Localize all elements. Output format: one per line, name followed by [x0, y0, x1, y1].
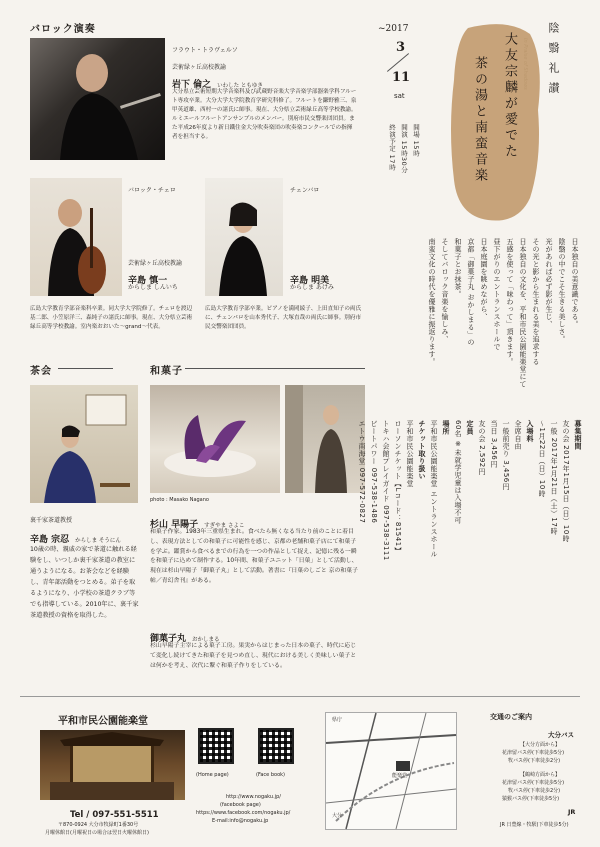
intro-line: 五感を使って「味わって」頂きます。	[506, 238, 514, 366]
wagashi-heading: 和菓子	[150, 366, 183, 377]
jr-station: JR 日豊線・牧駅(下車徒歩5分)	[500, 822, 569, 828]
info-line: エトウ南海堂 097-572-0827	[358, 420, 366, 524]
info-line: 全席自由	[514, 420, 522, 450]
time-open: 開場 15時	[412, 124, 420, 157]
info-line: 〜1月22日（日）10時	[538, 420, 546, 498]
info-line: 平和市民公園能楽堂	[406, 420, 414, 488]
bus-stop: 花津留バス停(下車徒歩5分)	[502, 780, 565, 786]
tea-master-photo	[30, 385, 138, 503]
flute-player-bio: 大分県立芸術短期大学音楽科及び武蔵野音楽大学音楽学部器楽学科フルート専攻卒業。大分大学大学院教育学研究科修了。フルートを鎌野雅三、泉甲英道雄、西村一の諸氏に師事。現在、大分県立芸術緑丘高等学校教諭。ルミエールフルートアンサンブルのメンバー。別府市民交響楽団団員。また平成26年度より新日鐵住金大分吹奏楽団の吹奏楽コンクールでの指揮者を担当する。	[172, 89, 357, 140]
info-line: 友の会 2017年1月15日（日）10時	[562, 420, 570, 543]
cello-player-figure	[30, 178, 122, 296]
harpsichord-player-bio: 広島大学教育学部卒業。ピアノを満岡綾子、上田直知子の両氏に、チェンバロを山本秀代子、大塚直哉の両氏に師事。別府市民交響楽団団員。	[205, 306, 362, 330]
facebook-label: (facebook page)	[220, 802, 261, 808]
facebook-qr-caption: (Face book)	[256, 772, 285, 778]
facebook-url[interactable]: https://www.facebook.com/nogaku.jp/	[196, 810, 291, 816]
intro-line: 和菓子とお抹茶。	[454, 238, 462, 298]
intro-line: その光と影から生まれる美を追求する	[532, 238, 540, 366]
series-title: 陰翳礼讃	[547, 22, 560, 102]
tea-master-figure	[30, 385, 138, 503]
intro-text	[380, 238, 580, 388]
event-title-line2: 茶の湯と南蛮音楽	[472, 56, 487, 184]
intro-line: 日本独自の美意識である。	[571, 238, 579, 328]
venue-photo	[40, 730, 185, 800]
wagashi-maker-name: 杉山 早陽子	[150, 520, 199, 530]
venue-tel: Tel / 097-551-5511	[70, 810, 159, 820]
info-line: トキハ会館プレイガイド 097-538-3111	[382, 420, 390, 561]
bus-route-heading: 【大分方面から】	[520, 742, 561, 748]
bus-stop: 猿猴バス停(下車徒歩5分)	[502, 796, 560, 802]
noh-stage-figure	[40, 730, 185, 800]
title-ink-shape	[448, 20, 544, 225]
venue-address: 〒870-0924 大分市牧緑町1番30号	[58, 822, 139, 828]
homepage-url[interactable]: http://www.nogaku.jp/	[226, 794, 281, 800]
bus-stop: 牧バス停(下車徒歩2分)	[508, 788, 561, 794]
intro-line: 日本独自の文化を、平和市民公園能楽堂にて	[519, 238, 527, 388]
flute-player-photo	[30, 38, 165, 160]
event-info	[358, 420, 583, 648]
event-dow: sat	[394, 92, 405, 100]
info-line: 当日 3,456円	[490, 420, 498, 468]
info-line: 友の会 2,592円	[478, 420, 486, 476]
wagashi-photo	[150, 385, 280, 493]
cello-player-name: 辛島 慎一	[128, 276, 168, 286]
tea-master-name: 辛島 宗忍	[30, 535, 70, 545]
flute-player-kana: いわした ともゆき	[217, 83, 263, 89]
intro-line: 南蛮文化の時代を優雅に振返ります。	[428, 238, 436, 366]
wagashi-photo-credit: photo : Masako Nagano	[150, 497, 209, 503]
info-line: 場所	[442, 420, 450, 435]
cello-player-school: 芸術緑ヶ丘高校教諭	[128, 260, 183, 267]
wagashi-sweet-figure	[150, 385, 280, 493]
harpsichord-player-photo	[205, 178, 283, 296]
map-venue-label: 能楽堂	[392, 773, 408, 779]
wagashi-shop-kana: おかしまる	[192, 637, 220, 643]
info-line: 入場料	[526, 420, 534, 443]
email-address[interactable]: E-mail:info@nogaku.jp	[212, 818, 269, 824]
wagashi-maker-photo	[285, 385, 365, 493]
baroque-heading: バロック演奏	[30, 24, 96, 35]
wagashi-shop-name: 御菓子丸	[150, 634, 187, 644]
event-day: 11	[392, 70, 411, 85]
flute-player-name: 岩下 倫之	[172, 80, 212, 90]
info-line: チケット取り扱い	[418, 420, 426, 480]
map-roads	[326, 713, 456, 829]
intro-line: 光があれば必ず影が生じ、	[545, 238, 553, 328]
cello-player-bio: 広島大学教育学部音楽科卒業。同大学大学院修了。チェロを渡辺基二郎、小笠原洋三、森純子の諸氏に師事。現在、大分県立芸術緑丘高等学校教諭。室内楽おおいた〜grand〜代表。	[30, 306, 193, 330]
footer-divider	[20, 696, 580, 697]
time-start: 開演 15時30分	[400, 124, 408, 174]
flute-label: フラウト・トラヴェルソ	[172, 47, 238, 54]
tea-master-kana: からしま そうにん	[75, 538, 121, 544]
wagashi-maker-kana: すぎやま さよこ	[204, 523, 245, 529]
tea-heading: 茶会	[30, 366, 52, 377]
intro-line: 日本庭園を眺めながら、	[480, 238, 488, 321]
cello-player-kana: からしま しんいち	[128, 284, 178, 291]
event-title-line1: 大友宗麟が愛でた	[502, 32, 517, 160]
tea-master-bio: 10歳の時、親戚の家で茶道に触れる経験をし、いつしか裏千家茶道の教室に通うようになる。お茶会などを経験し、青年部活動をつとめる。弟子を取るようになり、小学校の茶道クラブ等でも指導している。2010年に、裏千家茶道教授の資格を取得した。	[30, 546, 139, 619]
info-line: ビートパワー 097-538-1486	[370, 420, 378, 524]
info-line: 一般前売り 3,456円	[502, 420, 510, 491]
flute-player-figure	[30, 38, 165, 160]
tea-master-role: 裏千家茶道教授	[30, 517, 73, 524]
map-label: 県庁	[332, 717, 343, 723]
bus-stop: 花津留バス停(下車徒歩5分)	[502, 750, 565, 756]
flute-player-school: 芸術緑ヶ丘高校教諭	[172, 64, 227, 71]
wagashi-maker-bio: 和菓子作家。1983年三重県生まれ。食べたら無くなる当たり前のことに着目し、表現方法としての和菓子に可能性を感じ、京都の老舗和菓子店にて和菓子を学ぶ。鑑賞から食べるまでの行為を一つの作品として捉え、記憶に残る一瞬を和菓子に込めて制作する。10年間、和菓子ユニット「日菓」として活動し、現在は杉山早陽子「御菓子丸」として活動。著書に『日菓のしごと 京の和菓子帖／青幻舎刊』がある。	[150, 529, 359, 584]
harpsichord-label: チェンバロ	[290, 187, 320, 194]
intro-line: 陰翳の中でこそ生きる美しさ。	[558, 238, 566, 343]
info-line: 一般 2017年1月21日（土）17時	[550, 420, 558, 535]
access-title: 交通のご案内	[490, 713, 532, 721]
intro-line: 昼下がりのエントランスホールで	[493, 238, 501, 351]
wagashi-shop-bio: 杉山早陽子主宰による菓子工房。果実からはじまった日本の菓子、時代に応じて変化し続けてきた和菓子を見つめ直し、現代における美しく美味しい菓子とは何かを考え、次代に繋ぐ和菓子作りをしている。	[150, 643, 357, 669]
bus-route-heading: 【鶴崎方面から】	[520, 772, 561, 778]
wagashi-maker-figure	[285, 385, 365, 493]
event-year: ~2017	[378, 24, 409, 34]
tea-heading-rule	[58, 368, 113, 369]
info-line: ローソンチケット【Lコード：81541】	[394, 420, 402, 555]
map-label: 大分	[332, 813, 343, 819]
venue-closed: 月曜休館日(月曜祝日の場合は翌日火曜休館日)	[45, 830, 149, 836]
info-line: 定員	[466, 420, 474, 435]
info-line: 募集期間	[574, 420, 582, 450]
jr-heading: JR	[568, 808, 576, 816]
venue-name: 平和市民公園能楽堂	[58, 716, 148, 727]
bus-heading: 大分バス	[548, 731, 574, 739]
access-map	[325, 712, 457, 830]
info-line: 平和市民公園能楽堂 エントランスホール	[430, 420, 438, 558]
intro-line: 京都「御菓子丸 おかしまる」の	[467, 238, 475, 346]
wagashi-heading-rule	[185, 368, 365, 369]
homepage-qr-caption: (Home page)	[196, 772, 229, 778]
harpsichord-player-name: 辛島 明美	[290, 276, 330, 286]
info-line: 60名 ※未就学児童は入場不可	[454, 420, 462, 524]
facebook-qr-code[interactable]	[258, 728, 294, 764]
harpsichord-player-kana: からしま あけみ	[290, 284, 334, 291]
homepage-qr-code[interactable]	[198, 728, 234, 764]
time-end: 終演予定 17時	[388, 124, 396, 171]
cello-label: バロック・チェロ	[128, 187, 176, 194]
bus-stop: 牧バス停(下車徒歩2分)	[508, 758, 561, 764]
harpsichord-player-figure	[205, 178, 283, 296]
event-month: 3	[396, 40, 406, 55]
intro-line: そしてバロック音楽を愉しみ、	[441, 238, 449, 343]
cello-player-photo	[30, 178, 122, 296]
